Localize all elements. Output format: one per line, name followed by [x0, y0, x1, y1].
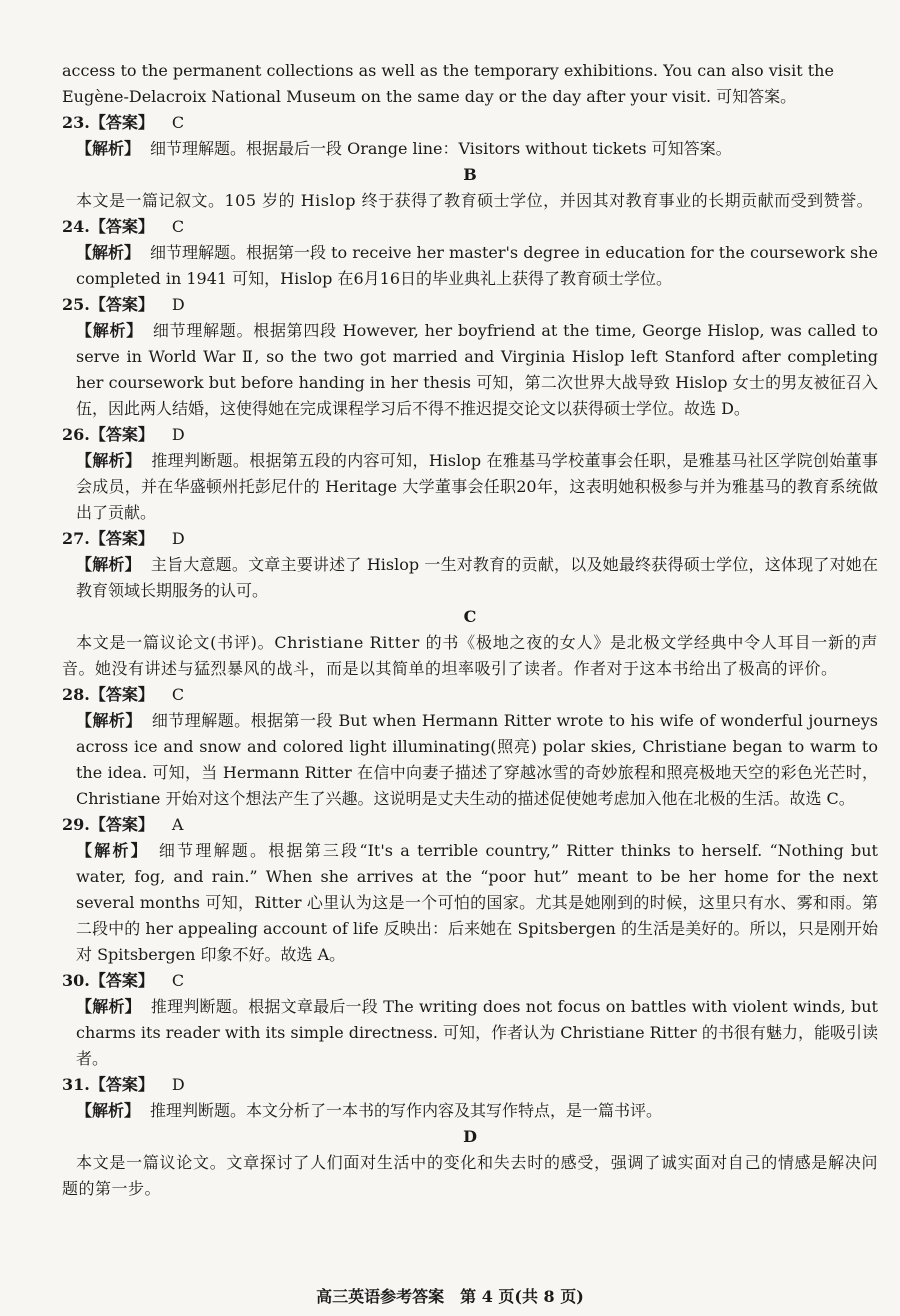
explanation-text: 细节理解题。根据第四段 However, her boyfriend at the time, George Hislop, was called to serve in World War Ⅱ, so the two got married and Virginia Hislop left Stanford after completing her coursework but before handing in her thesis 可知，第二次世界大战导致 Hislop 女士的男友被征召入伍，因此两人结婚，这使得她在完成课程学习后不得不推迟提交论文以获得硕士学位。故选 D。 — [76, 321, 878, 418]
answer-letter: C — [171, 685, 185, 704]
question-number: 27. — [62, 529, 90, 548]
answer-letter: D — [171, 425, 185, 444]
explanation-text: 细节理解题。根据第一段 to receive her master's degree in education for the coursework she completed in 1941 可知，Hislop 在6月16日的毕业典礼上获得了教育硕士学位。 — [76, 243, 878, 288]
answer-label: 【答案】 — [89, 1075, 154, 1094]
question-number: 24. — [62, 217, 90, 236]
question-number: 25. — [62, 295, 90, 314]
question-number: 30. — [62, 971, 90, 990]
explanation-text: 主旨大意题。文章主要讲述了 Hislop 一生对教育的贡献，以及她最终获得硕士学位，这体现了对她在教育领域长期服务的认可。 — [76, 555, 878, 600]
answer-item-27 — [62, 526, 878, 604]
section-summary-c: 本文是一篇议论文(书评)。Christiane Ritter 的书《极地之夜的女人》是北极文学经典中令人耳目一新的声音。她没有讲述与猛烈暴风的战斗，而是以其简单的坦率吸引了读者。作者对于这本书给出了极高的评价。 — [62, 633, 878, 678]
answer-item-31 — [62, 1072, 878, 1124]
section-letter-b: B — [463, 165, 477, 184]
answer-item-25 — [62, 292, 878, 422]
explanation-text: 推理判断题。本文分析了一本书的写作内容及其写作特点，是一篇书评。 — [150, 1101, 663, 1120]
section-letter-c: C — [463, 607, 477, 626]
answer-item-29 — [62, 812, 878, 968]
explanation-label: 【解析】 — [76, 139, 141, 158]
answer-label: 【答案】 — [89, 217, 154, 236]
explanation-label: 【解析】 — [76, 997, 141, 1016]
explanation-label: 【解析】 — [76, 555, 141, 574]
answer-item-24 — [62, 214, 878, 292]
answer-letter: A — [171, 815, 184, 834]
answer-item-26 — [62, 422, 878, 526]
intro-line-1: access to the permanent collections as well as the temporary exhibitions. You can also visit the — [62, 61, 834, 80]
answer-label: 【答案】 — [89, 815, 154, 834]
explanation-label: 【解析】 — [76, 321, 143, 340]
question-number: 29. — [62, 815, 90, 834]
explanation-text: 细节理解题。根据第三段“It's a terrible country,” Ritter thinks to herself. “Nothing but water, fog, and rain.” When she arrives at the “poor hut” meant to be her home for the next several months 可知，Ritter 心里认为这是一个可怕的国家。尤其是她刚到的时候，这里只有水、雾和雨。第二段中的 her appealing account of life 反映出：后来她在 Spitsbergen 的生活是美好的。所以，只是刚开始对 Spitsbergen 印象不好。故选 A。 — [76, 841, 878, 964]
explanation-label: 【解析】 — [76, 243, 141, 262]
answer-letter: C — [171, 217, 185, 236]
explanation-text: 推理判断题。根据第五段的内容可知，Hislop 在雅基马学校董事会任职，是雅基马社区学院创始董事会成员，并在华盛顿州托彭尼什的 Heritage 大学董事会任职20年，这表明她积极参与并为雅基马的教育系统做出了贡献。 — [76, 451, 878, 522]
explanation-text: 推理判断题。根据文章最后一段 The writing does not focus on battles with violent winds, but charms its reader with its simple directness. 可知，作者认为 Christiane Ritter 的书很有魅力，能吸引读者。 — [76, 997, 878, 1068]
answer-letter: C — [171, 113, 185, 132]
answer-letter: C — [171, 971, 185, 990]
explanation-text: 细节理解题。根据第一段 But when Hermann Ritter wrote to his wife of wonderful journeys across ice and snow and colored light illuminating(照亮) polar skies, Christiane began to warm to the idea. 可知，当 Hermann Ritter 在信中向妻子描述了穿越冰雪的奇妙旅程和照亮极地天空的彩色光芒时，Christiane 开始对这个想法产生了兴趣。这说明是丈夫生动的描述促使她考虑加入他在北极的生活。故选 C。 — [76, 711, 878, 808]
answer-item-23 — [62, 110, 878, 162]
intro-text — [62, 58, 878, 110]
section-letter-d: D — [463, 1127, 477, 1146]
section-summary-b: 本文是一篇记叙文。105 岁的 Hislop 终于获得了教育硕士学位，并因其对教育事业的长期贡献而受到赞誉。 — [76, 191, 874, 210]
answer-label: 【答案】 — [89, 425, 154, 444]
answer-letter: D — [171, 1075, 185, 1094]
answer-label: 【答案】 — [89, 113, 154, 132]
answer-label: 【答案】 — [89, 685, 154, 704]
page-footer: 高三英语参考答案 第 4 页(共 8 页) — [316, 1287, 584, 1306]
explanation-label: 【解析】 — [76, 711, 142, 730]
answer-label: 【答案】 — [89, 529, 154, 548]
question-number: 31. — [62, 1075, 90, 1094]
answer-label: 【答案】 — [89, 971, 154, 990]
answer-item-28 — [62, 682, 878, 812]
question-number: 26. — [62, 425, 90, 444]
explanation-text: 细节理解题。根据最后一段 Orange line：Visitors without tickets 可知答案。 — [150, 139, 732, 158]
explanation-label: 【解析】 — [76, 841, 149, 860]
answer-letter: D — [171, 529, 185, 548]
answer-label: 【答案】 — [89, 295, 154, 314]
explanation-label: 【解析】 — [76, 1101, 141, 1120]
explanation-label: 【解析】 — [76, 451, 142, 470]
answer-letter: D — [171, 295, 185, 314]
answer-item-30 — [62, 968, 878, 1072]
section-summary-d: 本文是一篇议论文。文章探讨了人们面对生活中的变化和失去时的感受，强调了诚实面对自己的情感是解决问题的第一步。 — [62, 1153, 878, 1198]
question-number: 28. — [62, 685, 90, 704]
question-number: 23. — [62, 113, 90, 132]
intro-line-2: Eugène-Delacroix National Museum on the same day or the day after your visit. 可知答案。 — [62, 87, 797, 106]
